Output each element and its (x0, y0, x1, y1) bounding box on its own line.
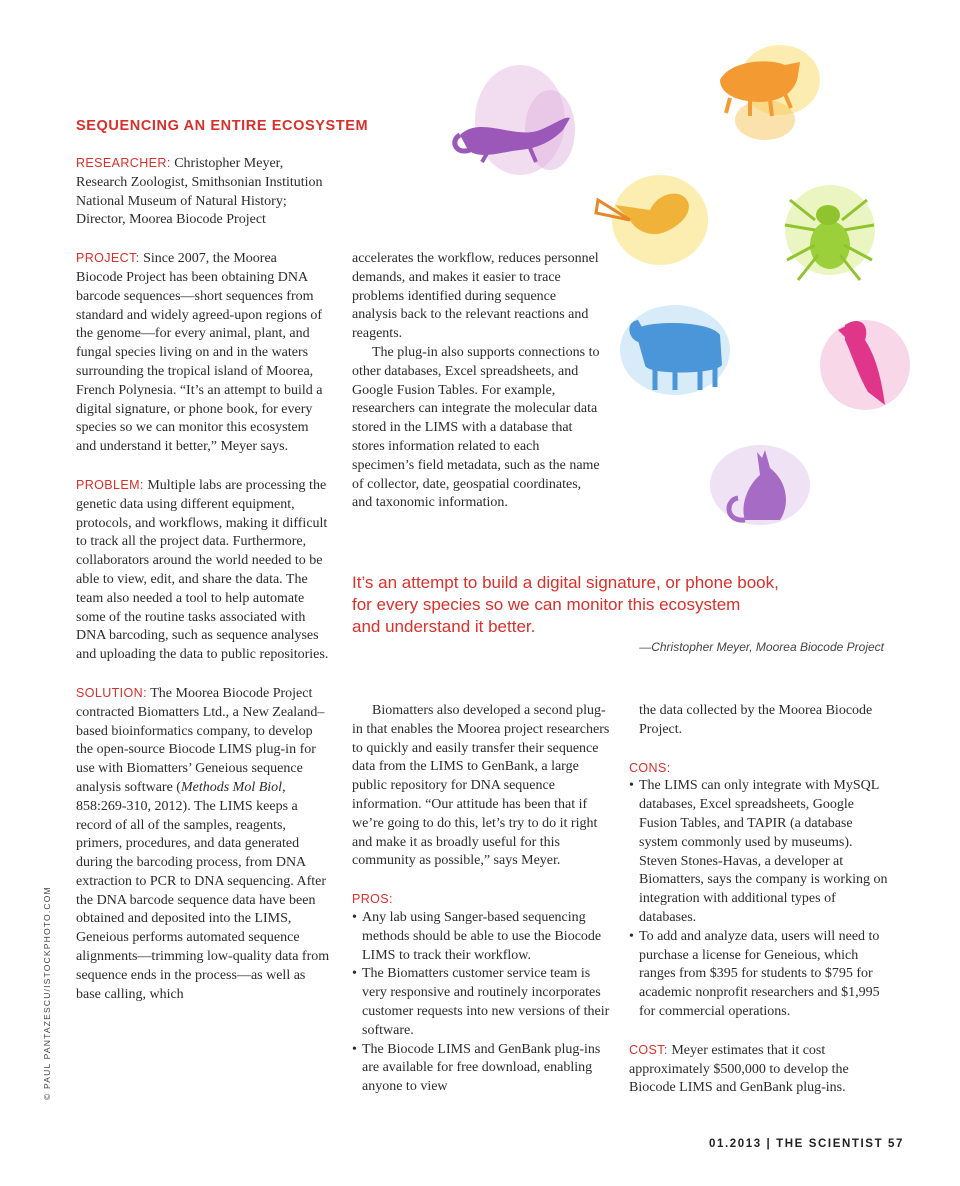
col2-paragraph-1: accelerates the workflow, reduces personnel demands, and makes it easier to trace problems identified during sequence analysis back to the relevant reactions and reagents. (352, 251, 599, 342)
researcher-line: National Museum of Natural History; (76, 193, 287, 209)
solution-section (76, 684, 332, 1005)
pull-quote-line: It’s an attempt to build a digital signature, or phone book, (352, 573, 779, 592)
pros-list (352, 909, 610, 1097)
project-label: PROJECT: (76, 251, 140, 266)
cow-icon (620, 305, 730, 395)
pig-icon (720, 45, 820, 140)
spider-icon (785, 185, 875, 280)
column-1 (76, 154, 348, 1004)
col3-paragraph: the data collected by the Moorea Biocode Project. (639, 703, 873, 737)
pull-quote-line: and understand it better. (352, 617, 536, 636)
researcher-label: RESEARCHER: (76, 156, 171, 170)
column-2-lower (352, 702, 610, 1097)
photo-credit: © PAUL PANTAZESCU/ISTOCKPHOTO.COM (42, 886, 52, 1100)
project-section (76, 249, 326, 457)
problem-section (76, 476, 334, 665)
pros-item: • The Biocode LIMS and GenBank plug-ins are available for free download, enabling anyone to view (352, 1041, 610, 1097)
pros-item: • Any lab using Sanger-based sequencing methods should be able to use the Biocode LIMS to track their workflow. (352, 909, 610, 965)
page-footer: 01.2013 | THE SCIENTIST 57 (708, 1138, 904, 1150)
problem-label: PROBLEM: (76, 477, 144, 492)
solution-text-cont: , 858:269-310, 2012). The LIMS keeps a record of all of the samples, reagents, primers, procedures, and data generated during the barcoding process, from DNA extraction to PCR to DNA sequencing. After the DNA barcode sequence data have been obtained and deposited into the LIMS, Geneious performs automated sequence alignments—trimming low-quality data from sequence ends in the process—as well as base calling, which (76, 779, 330, 1002)
problem-text: Multiple labs are processing the genetic data using different equipment, protocols, and workflows, making it difficult to track all the project data. Furthermore, collaborators around the world needed to be able to view, edit, and share the data. The team also needed a tool to help automate some of the routine tasks associated with DNA barcoding, such as sequence analyses and uploading the data to public repositories. (76, 477, 329, 663)
cons-label: CONS: (629, 760, 671, 775)
pull-quote-line: for every species so we can monitor this ecosystem (352, 595, 741, 614)
pros-label: PROS: (352, 892, 393, 907)
project-text: Since 2007, the Moorea Biocode Project has been obtaining DNA barcode sequences—short sequences from standard and widely agreed-upon regions of the genome—for every animal, plant, and fungal species living on and in the waters surrounding the tropical island of Moorea, French Polynesia. “It’s an attempt to build a digital signature, or phone book, for every species so we can monitor this ecosystem and understand it better,” Meyer says. (76, 251, 323, 455)
citation: Methods Mol Biol (180, 779, 283, 795)
col2-paragraph-2: The plug-in also supports connections to other databases, Excel spreadsheets, and Google Fusion Tables. For example, researchers can integrate the molecular data stored in the LIMS with a database that stores information related to each specimen’s field metadata, such as the name of collector, date, geospatial coordinates, and taxonomic information. (352, 344, 600, 511)
cat-icon (710, 445, 810, 525)
col2-lower-paragraph: Biomatters also developed a second plug-in that enables the Moorea project researchers to quickly and easily transfer their sequence data from the LIMS to GenBank, a large public repository for DNA sequence information. “Our attitude has been that if we’re going to do this, let’s try to do it right and make it as broadly useful for this community as possible,” says Meyer. (352, 703, 610, 869)
cost-label: COST: (629, 1042, 668, 1057)
column-3-lower (629, 702, 891, 1098)
cons-list (629, 777, 891, 1021)
cost-section (629, 1041, 891, 1098)
researcher-line: Christopher Meyer, (174, 156, 284, 171)
solution-text: The Moorea Biocode Project contracted Biomatters Ltd., a New Zealand–based bioinformatics company, to develop the open-source Biocode LIMS plug-in for use with Biomatters’ Geneious sequence analysis software ( (76, 685, 325, 795)
parrot-icon (820, 320, 910, 410)
pull-quote (352, 572, 892, 638)
researcher-line: Director, Moorea Biocode Project (76, 212, 266, 228)
pros-item: • The Biomatters customer service team is very responsive and routinely incorporates customer requests into new versions of their software. (352, 965, 610, 1040)
researcher-line: Research Zoologist, Smithsonian Institution (76, 174, 323, 190)
solution-label: SOLUTION: (76, 685, 147, 700)
researcher-section (76, 154, 348, 230)
article-title: SEQUENCING AN ENTIRE ECOSYSTEM (76, 118, 369, 134)
cons-item: • The LIMS can only integrate with MySQL databases, Excel spreadsheets, Google Fusion Tables, and TAPIR (a database system commonly used by museums). Steven Stones-Havas, a developer at Biomatters, says the company is working on integration with additional types of databases. (629, 777, 891, 927)
bird-icon (596, 175, 708, 265)
cost-text: Meyer estimates that it cost approximately $500,000 to develop the Biocode LIMS and GenBank plug-ins. (629, 1042, 849, 1096)
column-2-top (352, 250, 602, 513)
pull-quote-attribution: —Christopher Meyer, Moorea Biocode Project (639, 640, 884, 654)
lizard-icon (455, 65, 575, 175)
cons-item: • To add and analyze data, users will need to purchase a license for Geneious, which ranges from $395 for students to $795 for academic nonprofit researchers and $1,995 for commercial operations. (629, 928, 891, 1022)
